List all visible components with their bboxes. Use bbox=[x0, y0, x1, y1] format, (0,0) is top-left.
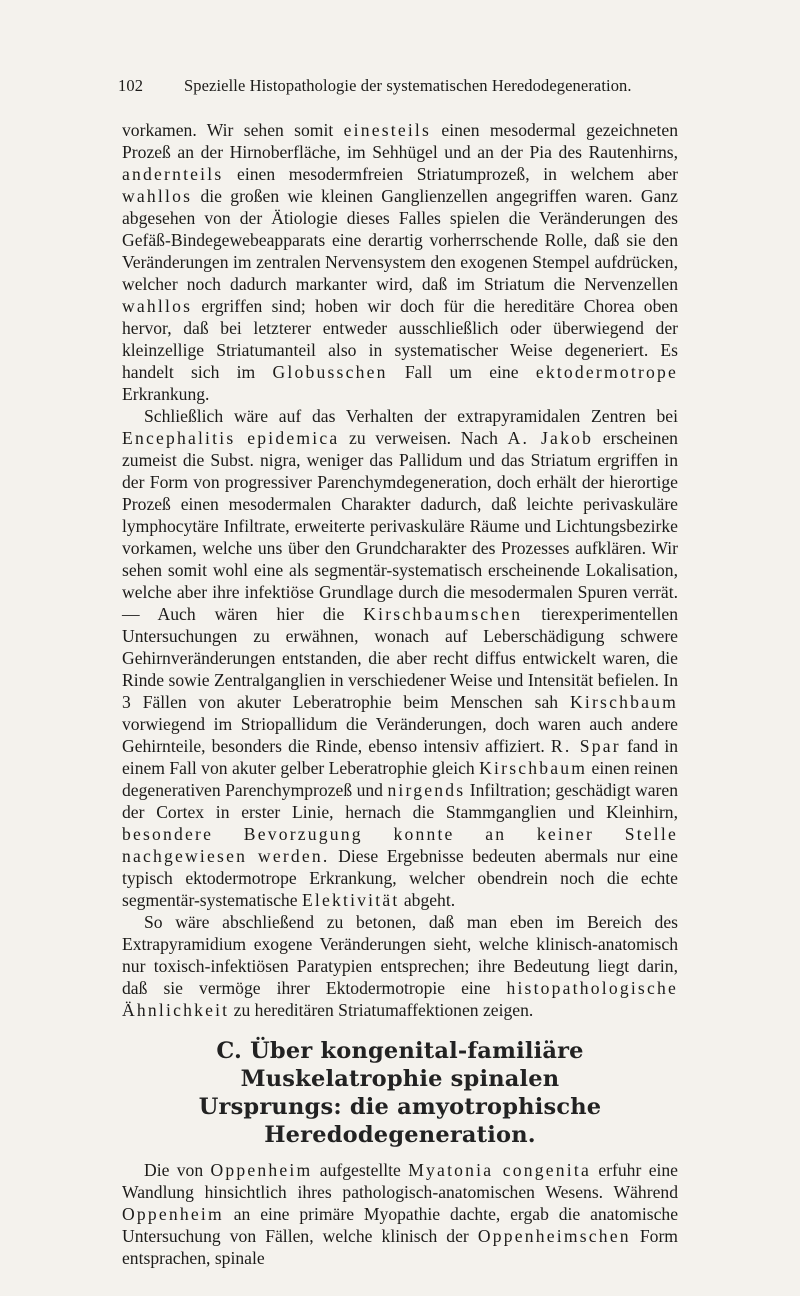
text-run: abgeht. bbox=[399, 890, 456, 910]
spaced-term: Encephalitis epidemica bbox=[122, 428, 340, 448]
text-run: Form entsprachen, spinale bbox=[122, 1226, 678, 1268]
text-run: vorwiegend im Striopallidum die Veränderungen, doch waren auch andere Gehirnteile, besonders die Rinde, ebenso intensiv affiziert. bbox=[122, 714, 678, 756]
text-run: Erkrankung. bbox=[122, 384, 210, 404]
text-run: So wäre abschließend zu betonen, daß man eben im Bereich des Extrapyramidium exogene Veränderungen sieht, welche klinisch-anatomisch nur toxisch-infektiösen Paratypien entsprechen; ihre Bedeutung liegt darin, daß sie vermöge ihrer Ektodermotropie eine bbox=[122, 912, 678, 998]
spaced-term: einesteils bbox=[343, 120, 432, 140]
text-run: zu verweisen. Nach bbox=[339, 428, 508, 448]
text-run: einen reinen degenerativen Parenchymprozeß und bbox=[122, 758, 679, 800]
text-run: an eine primäre Myopathie dachte, ergab die anatomische Untersuchung von Fällen, welche klinisch der bbox=[122, 1204, 678, 1246]
text-run: zu hereditären Striatumaffektionen zeigen. bbox=[229, 1000, 534, 1020]
text-run: ergriffen sind; hoben wir doch für die hereditäre Chorea oben hervor, daß bei letzterer entweder ausschließlich oder überwiegend der kleinzellige Striatumanteil also in systematischer Weise degeneriert. Es handelt sich im bbox=[122, 296, 678, 382]
text-run: tierexperimentellen Untersuchungen zu erwähnen, wonach auf Leberschädigung schwere Gehirnveränderungen entstanden, die aber recht diffus entwickelt waren, die Rinde sowie Zentralganglien in verschiedener Weise und Intensität befielen. In 3 Fällen von akuter Leberatrophie beim Menschen sah bbox=[122, 604, 678, 712]
text-run: erfuhr eine Wandlung hinsichtlich ihres pathologisch-anatomischen Wesens. Während bbox=[122, 1160, 678, 1202]
spaced-term: besondere Bevorzugung konnte an keiner Stelle nachgewiesen werden. bbox=[122, 824, 678, 866]
author-name: R. Spar bbox=[550, 736, 621, 756]
spaced-term: wahllos bbox=[122, 296, 193, 316]
spaced-term: Myatonia congenita bbox=[408, 1160, 591, 1180]
spaced-term: Elektivität bbox=[301, 890, 400, 910]
text-run: die großen wie kleinen Ganglienzellen angegriffen waren. Ganz abgesehen von der Ätiologie dieses Falles spielen die Veränderungen des Gefäß-Bindegewebeapparats eine derartig vorherrschende Rolle, daß sie den Veränderungen im zentralen Nervensystem den exogenen Stempel aufdrücken, welcher noch dadurch markanter wird, daß im Striatum die Nervenzellen bbox=[122, 186, 678, 294]
spaced-term: nirgends bbox=[387, 780, 466, 800]
text-run: Die von bbox=[144, 1160, 211, 1180]
text-run: Diese Ergebnisse bedeuten abermals nur eine typisch ektodermotrope Erkrankung, welcher obendrein noch die echte segmentär-systematische bbox=[122, 846, 678, 910]
text-run: Infiltration; geschädigt waren der Cortex in erster Linie, hernach die Stammganglien und Kleinhirn, bbox=[122, 780, 678, 822]
text-run: erscheinen zumeist die Subst. nigra, weniger das Pallidum und das Striatum ergriffen in der Form von progressiver Parenchymdegeneration, doch erhält der hierortige Prozeß einen mesodermalen Charakter dadurch, daß leichte perivaskuläre lymphocytäre Infiltrate, erweiterte perivaskuläre Räume und Lichtungsbezirke vorkamen, welche uns über den Grundcharakter des Prozesses aufklären. Wir sehen somit wohl eine als segmentär-systematisch erscheinende Lokalisation, welche aber ihre infektiöse Grundlage durch die mesodermalen Spuren verrät. — Auch wären hier die bbox=[122, 428, 678, 624]
spaced-term: histopathologische Ähnlichkeit bbox=[122, 978, 678, 1020]
text-run: Schließlich wäre auf das Verhalten der extrapyramidalen Zentren bei bbox=[144, 406, 678, 426]
author-name: Oppenheimschen bbox=[477, 1226, 631, 1246]
text-run: einen mesodermfreien Striatumprozeß, in welchem aber bbox=[223, 164, 678, 184]
text-run: vorkamen. Wir sehen somit bbox=[122, 120, 344, 140]
spaced-term: wahllos bbox=[122, 186, 193, 206]
author-name: Kirschbaumschen bbox=[363, 604, 523, 624]
section-heading bbox=[122, 1037, 678, 1149]
section-heading-line-2: Ursprungs: die amyotrophische Heredodegeneration. bbox=[198, 1094, 602, 1148]
page-number: 102 bbox=[118, 76, 144, 95]
section-heading-line-1: C. Über kongenital-familiäre Muskelatrophie spinalen bbox=[216, 1038, 584, 1092]
text-run: einen mesodermal gezeichneten Prozeß an der Hirnoberfläche, im Sehhügel und an der Pia des Rautenhirns, bbox=[122, 120, 678, 162]
text-run: Fall um eine bbox=[387, 362, 536, 382]
paragraph-2 bbox=[122, 405, 678, 911]
text-run: aufgestellte bbox=[312, 1160, 409, 1180]
running-title: Spezielle Histopathologie der systematischen Heredodegeneration. bbox=[184, 76, 632, 95]
spaced-term: ektodermotrope bbox=[535, 362, 678, 382]
author-name: Kirschbaum bbox=[570, 692, 678, 712]
author-name: Oppenheim bbox=[210, 1160, 313, 1180]
paragraph-1 bbox=[122, 119, 678, 405]
author-name: A. Jakob bbox=[507, 428, 594, 448]
paragraph-4 bbox=[122, 1159, 678, 1269]
author-name: Oppenheim bbox=[122, 1204, 224, 1224]
text-run: fand in einem Fall von akuter gelber Leberatrophie gleich bbox=[122, 736, 678, 778]
spaced-term: andernteils bbox=[122, 164, 224, 184]
paragraph-3 bbox=[122, 911, 678, 1021]
body-text bbox=[122, 119, 678, 1269]
author-name: Kirschbaum bbox=[479, 758, 588, 778]
running-header bbox=[118, 76, 688, 96]
spaced-term: Globusschen bbox=[272, 362, 388, 382]
